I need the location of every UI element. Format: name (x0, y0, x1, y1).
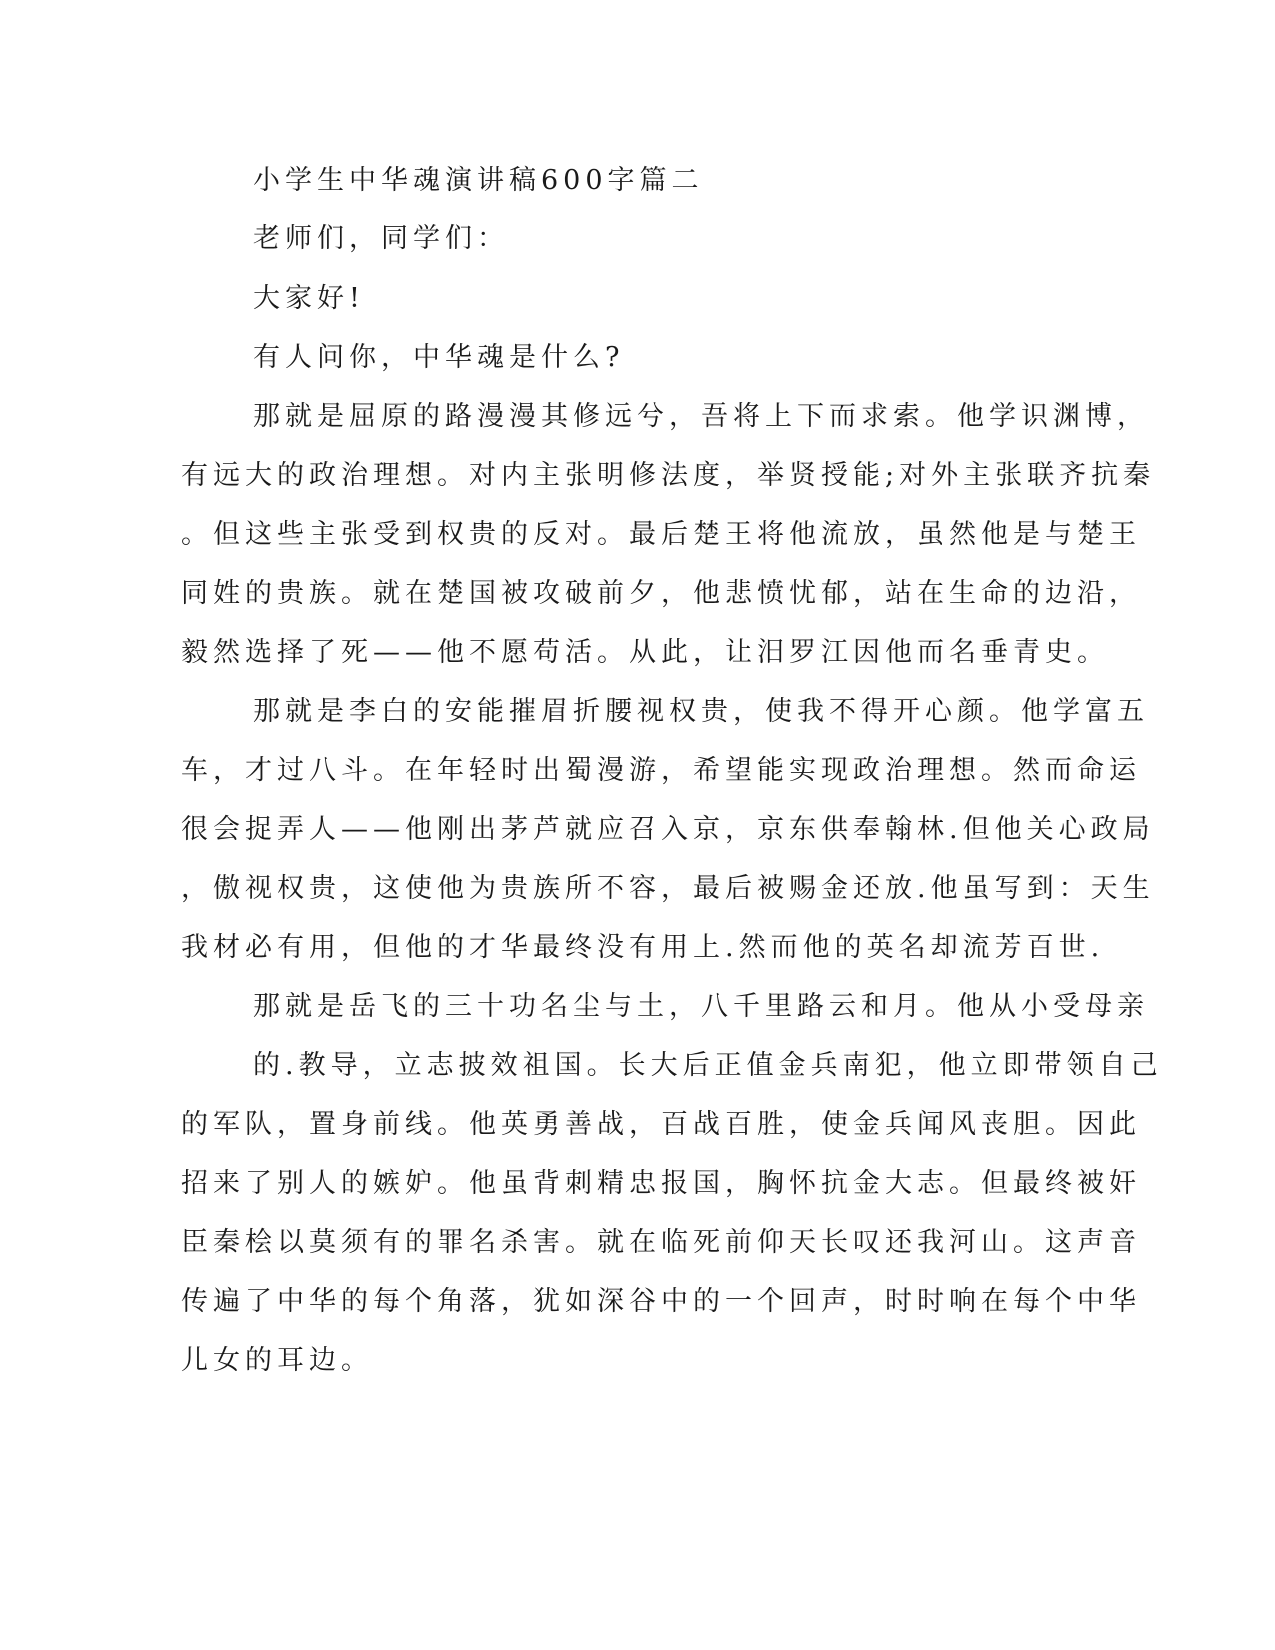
text-line: 车，才过八斗。在年轻时出蜀漫游，希望能实现政治理想。然而命运 (181, 755, 1141, 786)
text-line: 很会捉弄人——他刚出茅芦就应召入京，京东供奉翰林.但他关心政局 (181, 814, 1155, 845)
text-line: 那就是屈原的路漫漫其修远兮，吾将上下而求索。他学识渊博， (253, 401, 1149, 432)
text-line: 儿女的耳边。 (181, 1345, 373, 1376)
text-line: 同姓的贵族。就在楚国被攻破前夕，他悲愤忧郁，站在生命的边沿， (181, 578, 1141, 609)
text-line: 有人问你，中华魂是什么? (253, 342, 625, 373)
text-line: 的.教导，立志披效祖国。长大后正值金兵南犯，他立即带领自己 (253, 1050, 1163, 1081)
text-line: 大家好! (253, 283, 365, 314)
text-line: 那就是岳飞的三十功名尘与土，八千里路云和月。他从小受母亲 (253, 991, 1149, 1022)
text-line: 传遍了中华的每个角落，犹如深谷中的一个回声，时时响在每个中华 (181, 1286, 1141, 1317)
text-line: 招来了别人的嫉妒。他虽背刺精忠报国，胸怀抗金大志。但最终被奸 (181, 1168, 1141, 1199)
text-line: 老师们，同学们： (253, 223, 509, 254)
text-line: 那就是李白的安能摧眉折腰视权贵，使我不得开心颜。他学富五 (253, 696, 1149, 727)
text-line: 有远大的政治理想。对内主张明修法度，举贤授能;对外主张联齐抗秦 (181, 460, 1156, 491)
document-title: 小学生中华魂演讲稿600字篇二 (253, 165, 704, 196)
text-line: 的军队，置身前线。他英勇善战，百战百胜，使金兵闻风丧胆。因此 (181, 1109, 1141, 1140)
text-line: 毅然选择了死——他不愿苟活。从此，让汨罗江因他而名垂青史。 (181, 637, 1109, 668)
text-line: 臣秦桧以莫须有的罪名杀害。就在临死前仰天长叹还我河山。这声音 (181, 1227, 1141, 1258)
text-line: 。但这些主张受到权贵的反对。最后楚王将他流放，虽然他是与楚王 (181, 519, 1141, 550)
text-line: 我材必有用，但他的才华最终没有用上.然而他的英名却流芳百世. (181, 932, 1105, 963)
text-line: ，傲视权贵，这使他为贵族所不容，最后被赐金还放.他虽写到：天生 (181, 873, 1155, 904)
